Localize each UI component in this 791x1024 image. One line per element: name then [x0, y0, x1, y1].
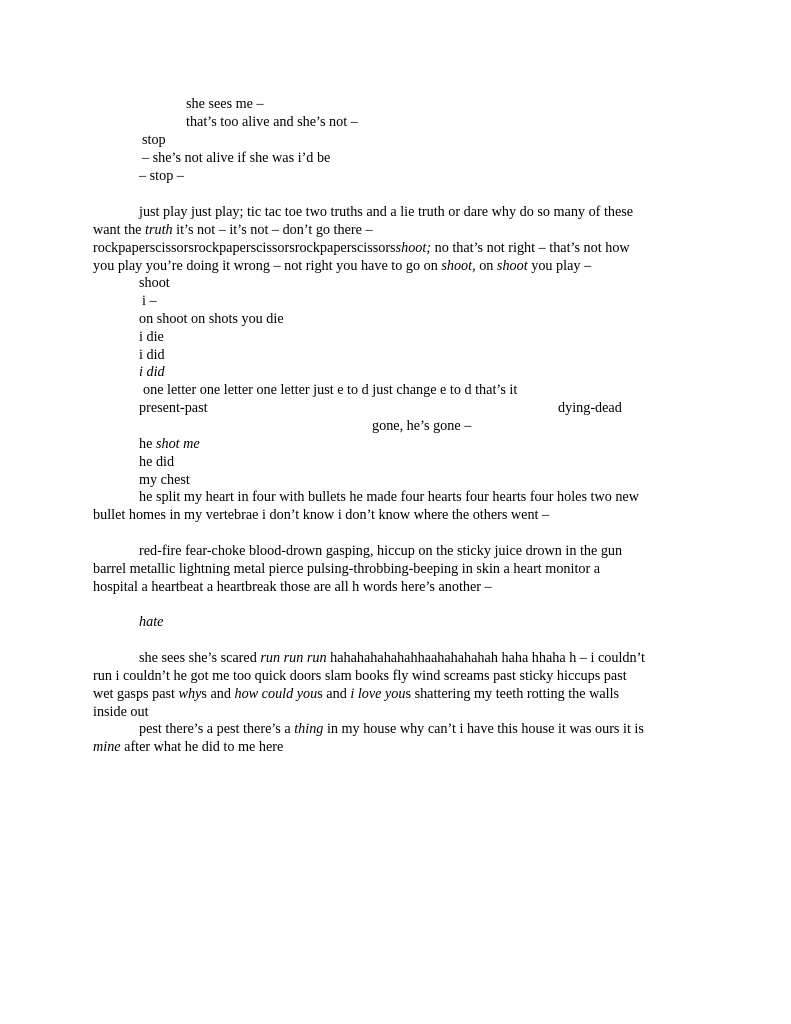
text-run: – she’s not alive if she was i’d be [142, 150, 331, 166]
text-line [93, 738, 283, 756]
text-run: he [139, 436, 156, 452]
text-run: rockpaperscissorsrockpaperscissorsrockpaperscissors [93, 240, 396, 256]
text-run: she sees she’s scared [139, 650, 261, 666]
text-run: hospital a heartbeat a heartbreak those are all h words here’s another – [93, 579, 492, 595]
text-line [139, 328, 164, 346]
italic-text: i love you [350, 686, 406, 702]
text-run: s and [317, 686, 351, 702]
italic-text: why [178, 686, 202, 702]
text-line [142, 131, 166, 149]
text-run: bullet homes in my vertebrae i don’t know i don’t know where the others went – [93, 507, 550, 523]
italic-text: truth [145, 222, 173, 238]
text-run: s shattering my teeth rotting the walls [405, 686, 620, 702]
text-run: s and [201, 686, 235, 702]
text-run: i – [142, 293, 157, 309]
text-line [139, 720, 644, 738]
text-run: want the [93, 222, 146, 238]
italic-text: how could you [234, 686, 318, 702]
text-line [93, 221, 373, 239]
text-run: it’s not – it’s not – don’t go there – [172, 222, 373, 238]
text-line [372, 417, 471, 435]
text-run: stop [142, 132, 166, 148]
text-line [186, 95, 264, 113]
text-run: you play you’re doing it wrong – not right you have to go on [93, 258, 442, 274]
italic-text: run run run [260, 650, 327, 666]
italic-text: shoot [496, 258, 528, 274]
text-run: one letter one letter one letter just e to d just change e to d that’s it [143, 382, 518, 398]
text-line [93, 257, 591, 275]
text-line [558, 399, 622, 417]
italic-text: thing [294, 721, 324, 737]
text-run: run i couldn’t he got me too quick doors slam books fly wind screams past sticky hiccups past [93, 668, 627, 684]
text-line [142, 292, 157, 310]
text-run: inside out [93, 704, 149, 720]
text-run: you play – [527, 258, 592, 274]
text-line [93, 578, 492, 596]
text-line [93, 560, 600, 578]
text-line [186, 113, 358, 131]
italic-text: shoot, [441, 258, 476, 274]
italic-text: shoot; [395, 240, 432, 256]
text-line [139, 649, 645, 667]
text-line [139, 346, 165, 364]
text-run: barrel metallic lightning metal pierce pulsing-throbbing-beeping in skin a heart monitor a [93, 561, 601, 577]
text-run: i did [139, 347, 165, 363]
text-line [139, 435, 200, 453]
text-line [139, 310, 284, 328]
text-run: shoot [139, 275, 170, 291]
text-run: on shoot on shots you die [139, 311, 284, 327]
text-run: dying-dead [558, 400, 622, 416]
text-run: hahahahahahahhaahahahahah haha hhaha h – i couldn’t [326, 650, 645, 666]
text-line [139, 203, 633, 221]
text-run: just play just play; tic tac toe two truths and a lie truth or dare why do so many of these [139, 204, 634, 220]
text-line [139, 399, 208, 417]
text-run: wet gasps past [93, 686, 179, 702]
text-line [93, 667, 627, 685]
text-line [139, 274, 170, 292]
italic-text: mine [93, 739, 121, 755]
italic-text: hate [139, 614, 164, 630]
text-line [139, 471, 190, 489]
text-line [93, 685, 619, 703]
text-line [93, 506, 549, 524]
text-run: he did [139, 454, 175, 470]
text-run: pest there’s a pest there’s a [139, 721, 295, 737]
italic-text: i did [139, 364, 165, 380]
text-run: i die [139, 329, 164, 345]
text-line [139, 363, 165, 381]
text-line [139, 488, 639, 506]
text-run: no that’s not right – that’s not how [431, 240, 630, 256]
text-line [139, 167, 184, 185]
text-line [93, 703, 149, 721]
text-run: he split my heart in four with bullets he made four hearts four hearts four holes two new [139, 489, 639, 505]
text-run: in my house why can’t i have this house it was ours it is [323, 721, 644, 737]
text-line [142, 149, 330, 167]
text-run: – stop – [139, 168, 184, 184]
text-line [93, 239, 630, 257]
text-line [139, 453, 174, 471]
text-run: that’s too alive and she’s not – [186, 114, 358, 130]
text-run: gone, he’s gone – [372, 418, 472, 434]
text-run: present-past [139, 400, 208, 416]
italic-text: shot me [155, 436, 200, 452]
text-line [139, 542, 622, 560]
text-run: after what he did to me here [120, 739, 284, 755]
text-run: red-fire fear-choke blood-drown gasping, hiccup on the sticky juice drown in the gun [139, 543, 623, 559]
text-line [143, 381, 517, 399]
text-run: she sees me – [186, 96, 264, 112]
text-run: on [475, 258, 497, 274]
text-line [139, 613, 163, 631]
text-run: my chest [139, 472, 190, 488]
